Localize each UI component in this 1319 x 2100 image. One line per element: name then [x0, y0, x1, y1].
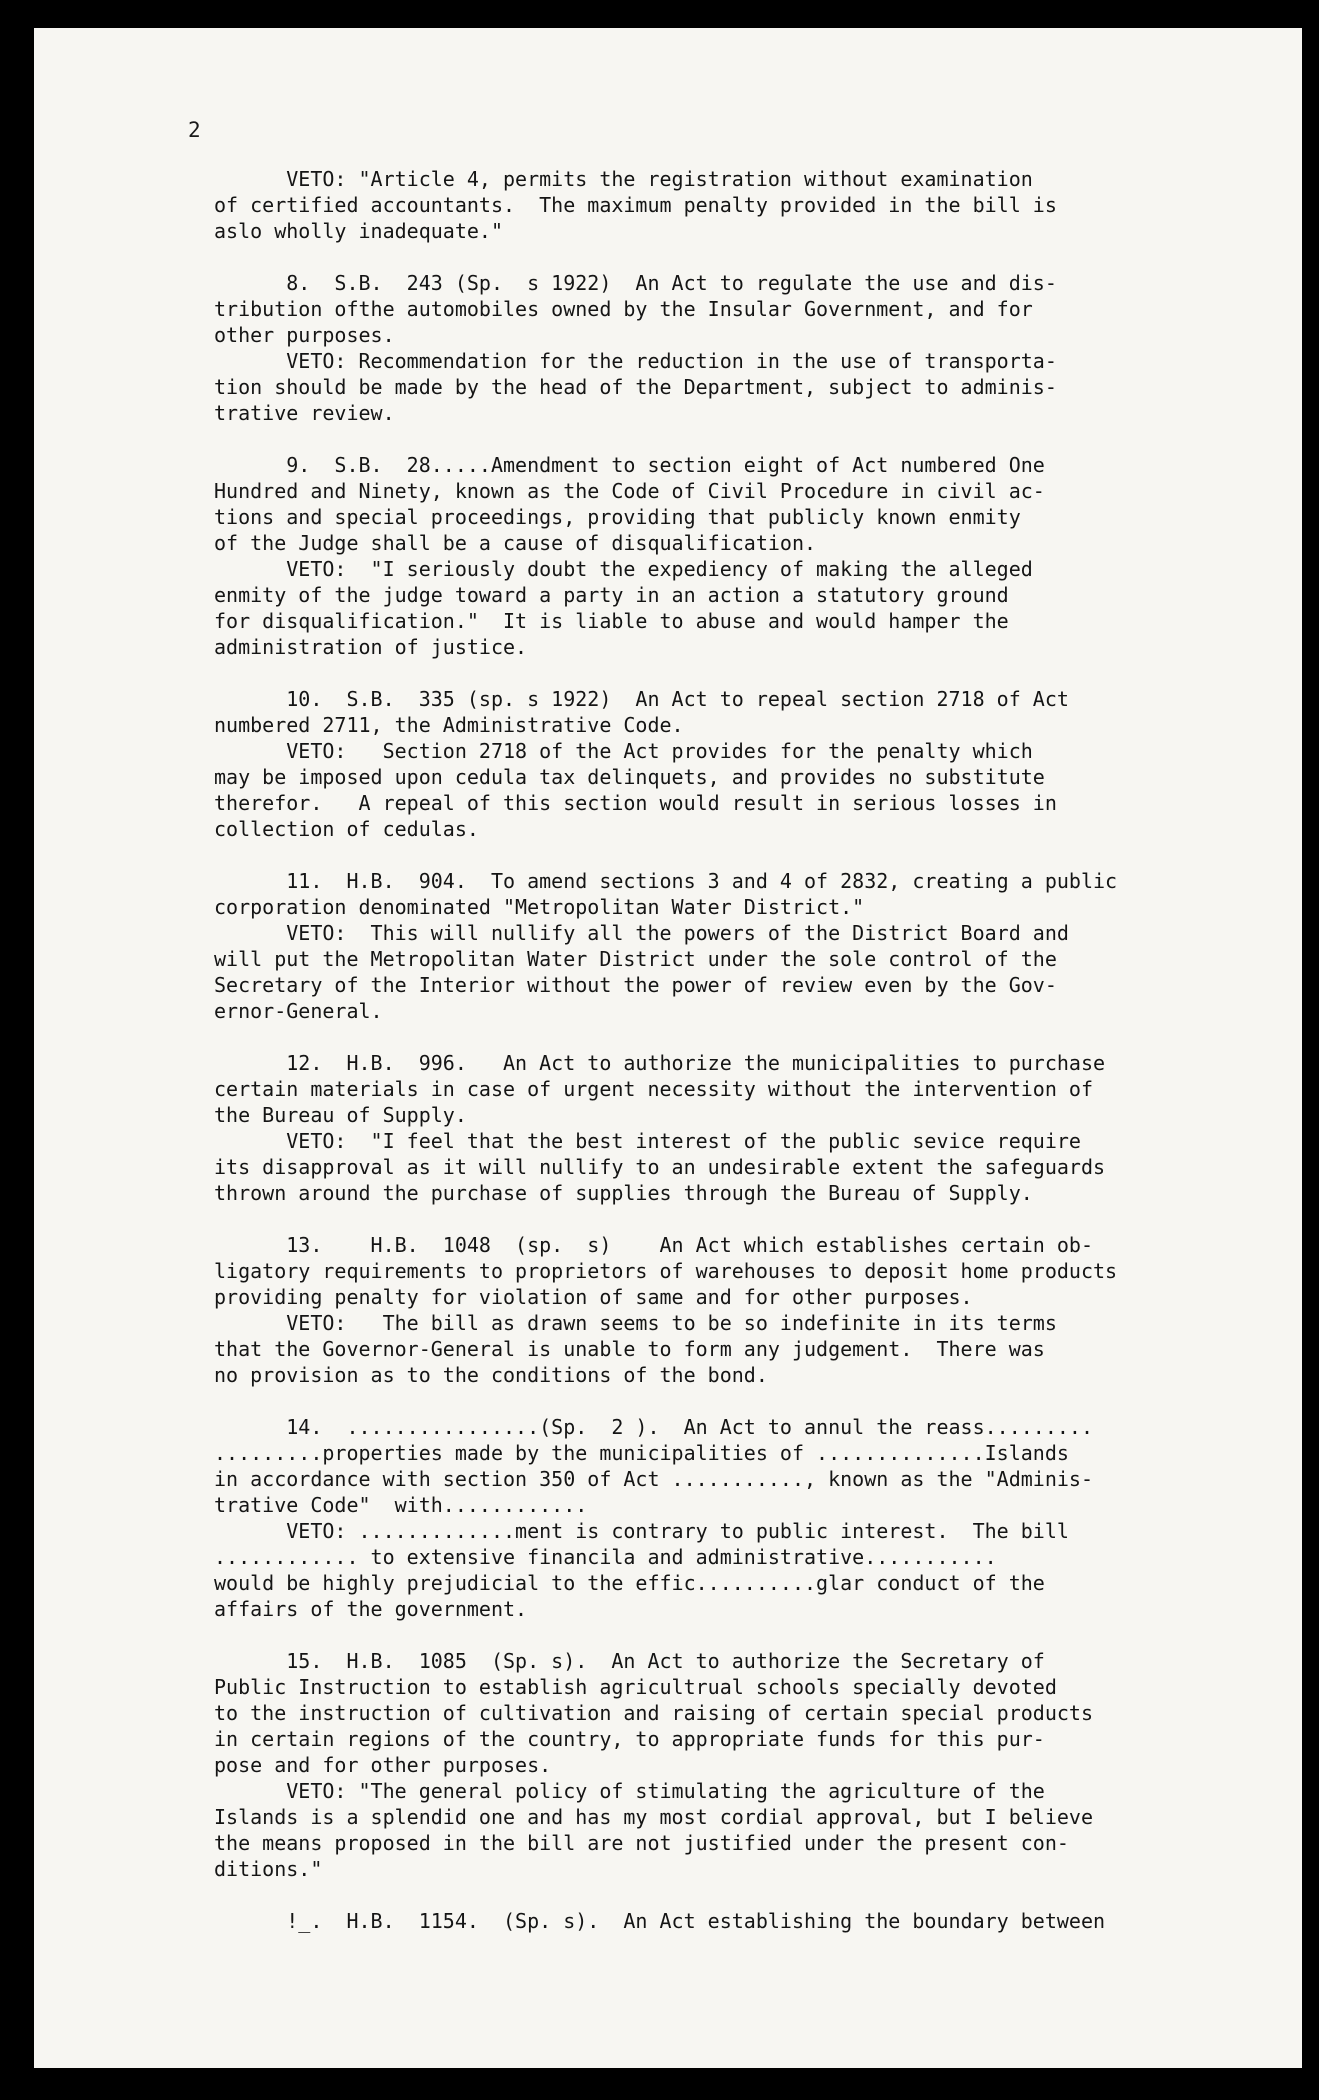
text-line: ............ to extensive financila and administrative...........: [214, 1545, 997, 1569]
text-line: ditions.": [214, 1857, 323, 1881]
text-line: VETO: Section 2718 of the Act provides for the penalty which: [214, 739, 1033, 763]
text-line: Public Instruction to establish agricultrual schools specially devoted: [214, 1675, 1057, 1699]
text-line: thrown around the purchase of supplies through the Bureau of Supply.: [214, 1181, 1033, 1205]
text-line: trative review.: [214, 401, 395, 425]
text-line: Hundred and Ninety, known as the Code of Civil Procedure in civil ac-: [214, 479, 1045, 503]
text-line: for disqualification." It is liable to abuse and would hamper the: [214, 609, 1009, 633]
text-line: tribution ofthe automobiles owned by the Insular Government, and for: [214, 297, 1033, 321]
veto-item-10: [214, 1908, 1224, 1934]
text-line: VETO: "I feel that the best interest of the public sevice require: [214, 1129, 1081, 1153]
veto-item-8: [214, 1414, 1224, 1622]
text-line: certain materials in case of urgent necessity without the intervention of: [214, 1077, 1093, 1101]
text-line: VETO: "I seriously doubt the expediency of making the alleged: [214, 557, 1033, 581]
text-line: in certain regions of the country, to appropriate funds for this pur-: [214, 1727, 1045, 1751]
text-line: affairs of the government.: [214, 1597, 528, 1621]
text-line: ligatory requirements to proprietors of warehouses to deposit home products: [214, 1259, 1118, 1283]
veto-item-1: [214, 166, 1224, 244]
veto-item-4: [214, 686, 1224, 842]
veto-item-6: [214, 1050, 1224, 1206]
text-line: 15. H.B. 1085 (Sp. s). An Act to authorize the Secretary of: [214, 1649, 1045, 1673]
text-line: VETO: "The general policy of stimulating the agriculture of the: [214, 1779, 1045, 1803]
page-number: 2: [188, 118, 201, 142]
veto-item-5: [214, 868, 1224, 1024]
text-line: would be highly prejudicial to the effic..........glar conduct of the: [214, 1571, 1045, 1595]
text-line: other purposes.: [214, 323, 395, 347]
text-line: 9. S.B. 28.....Amendment to section eight of Act numbered One: [214, 453, 1045, 477]
text-line: in accordance with section 350 of Act ..........., known as the "Adminis-: [214, 1467, 1093, 1491]
text-line: will put the Metropolitan Water District under the sole control of the: [214, 947, 1057, 971]
text-line: to the instruction of cultivation and raising of certain special products: [214, 1701, 1093, 1725]
text-line: therefor. A repeal of this section would result in serious losses in: [214, 791, 1057, 815]
text-line: Islands is a splendid one and has my most cordial approval, but I believe: [214, 1805, 1093, 1829]
text-line: enmity of the judge toward a party in an action a statutory ground: [214, 583, 1009, 607]
veto-item-2: [214, 270, 1224, 426]
document-body: [214, 166, 1224, 1960]
text-line: VETO: This will nullify all the powers of the District Board and: [214, 921, 1069, 945]
text-line: that the Governor-General is unable to form any judgement. There was: [214, 1337, 1045, 1361]
text-line: tion should be made by the head of the Department, subject to adminis-: [214, 375, 1057, 399]
text-line: of the Judge shall be a cause of disqualification.: [214, 531, 817, 555]
text-line: 10. S.B. 335 (sp. s 1922) An Act to repeal section 2718 of Act: [214, 687, 1069, 711]
text-line: VETO: "Article 4, permits the registration without examination: [214, 167, 1033, 191]
text-line: VETO: The bill as drawn seems to be so indefinite in its terms: [214, 1311, 1057, 1335]
text-line: may be imposed upon cedula tax delinquets, and provides no substitute: [214, 765, 1045, 789]
text-line: 8. S.B. 243 (Sp. s 1922) An Act to regulate the use and dis-: [214, 271, 1057, 295]
text-line: Secretary of the Interior without the power of review even by the Gov-: [214, 973, 1057, 997]
text-line: 13. H.B. 1048 (sp. s) An Act which establishes certain ob-: [214, 1233, 1093, 1257]
text-line: 12. H.B. 996. An Act to authorize the municipalities to purchase: [214, 1051, 1106, 1075]
veto-item-9: [214, 1648, 1224, 1882]
text-line: .........properties made by the municipalities of ..............Islands: [214, 1441, 1069, 1465]
text-line: tions and special proceedings, providing that publicly known enmity: [214, 505, 1021, 529]
text-line: administration of justice.: [214, 635, 528, 659]
text-line: collection of cedulas.: [214, 817, 479, 841]
veto-item-3: [214, 452, 1224, 660]
text-line: no provision as to the conditions of the bond.: [214, 1363, 768, 1387]
text-line: its disapproval as it will nullify to an undesirable extent the safeguards: [214, 1155, 1106, 1179]
text-line: providing penalty for violation of same and for other purposes.: [214, 1285, 973, 1309]
text-line: aslo wholly inadequate.": [214, 219, 503, 243]
text-line: of certified accountants. The maximum penalty provided in the bill is: [214, 193, 1057, 217]
text-line: 11. H.B. 904. To amend sections 3 and 4 of 2832, creating a public: [214, 869, 1118, 893]
text-line: pose and for other purposes.: [214, 1753, 552, 1777]
text-line: VETO: .............ment is contrary to public interest. The bill: [214, 1519, 1069, 1543]
text-line: ernor-General.: [214, 999, 383, 1023]
text-line: trative Code" with............: [214, 1493, 588, 1517]
text-line: 14. ................(Sp. 2 ). An Act to annul the reass.........: [214, 1415, 1093, 1439]
text-line: corporation denominated "Metropolitan Water District.": [214, 895, 865, 919]
text-line: !_. H.B. 1154. (Sp. s). An Act establishing the boundary between: [214, 1909, 1106, 1933]
text-line: numbered 2711, the Administrative Code.: [214, 713, 684, 737]
text-line: VETO: Recommendation for the reduction in the use of transporta-: [214, 349, 1057, 373]
veto-item-7: [214, 1232, 1224, 1388]
text-line: the means proposed in the bill are not justified under the present con-: [214, 1831, 1069, 1855]
text-line: the Bureau of Supply.: [214, 1103, 467, 1127]
